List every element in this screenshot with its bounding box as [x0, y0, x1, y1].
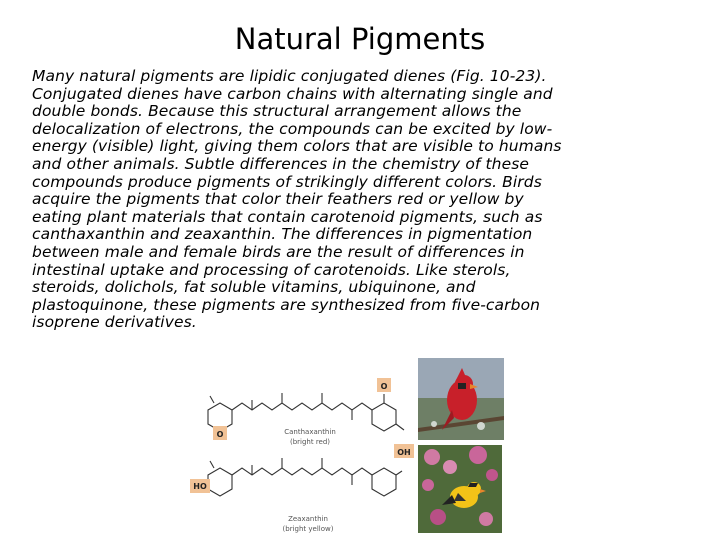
slide-title: Natural Pigments [234, 22, 486, 56]
body-paragraph: Many natural pigments are lipidic conjugated dienes (Fig. 10-23). Conjugated dienes have carbon chains with alternating single and double bonds. Because this structural arrangement allows the delocalization of electrons, the compounds can be excited by low- energy (visible) light, giving them colors that are visible to humans and other animals. Subtle differences in the chemistry of these compounds produce pigments of strikingly different colors. Birds acquire the pigments that color their feathers red or yellow by eating plant materials that contain carotenoid pigments, such as canthaxanthin and zeaxanthin. The differences in pigmentation between male and female birds are the result of differences in intestinal uptake and processing of carotenoids. Like sterols, steroids, dolichols, fat soluble vitamins, ubiquinone, and plastoquinone, these pigments are synthesized from five-carbon isoprene derivatives. [32, 67, 562, 332]
zeaxanthin-hydroxyl-label-left: HO [193, 482, 207, 491]
canthaxanthin-keto-label-top: O [380, 382, 388, 391]
zeaxanthin-hydroxyl-label-right: OH [397, 448, 411, 457]
cardinal-photo [418, 358, 504, 440]
canthaxanthin-name: Canthaxanthin [284, 428, 336, 436]
zeaxanthin-name: Zeaxanthin [288, 515, 328, 523]
goldfinch-photo [418, 445, 502, 533]
canthaxanthin-keto-label-bottom: O [216, 430, 224, 439]
zeaxanthin-structure [202, 458, 402, 496]
canthaxanthin-color-note: (bright red) [289, 438, 331, 446]
zeaxanthin-color-note: (bright yellow) [282, 525, 334, 533]
